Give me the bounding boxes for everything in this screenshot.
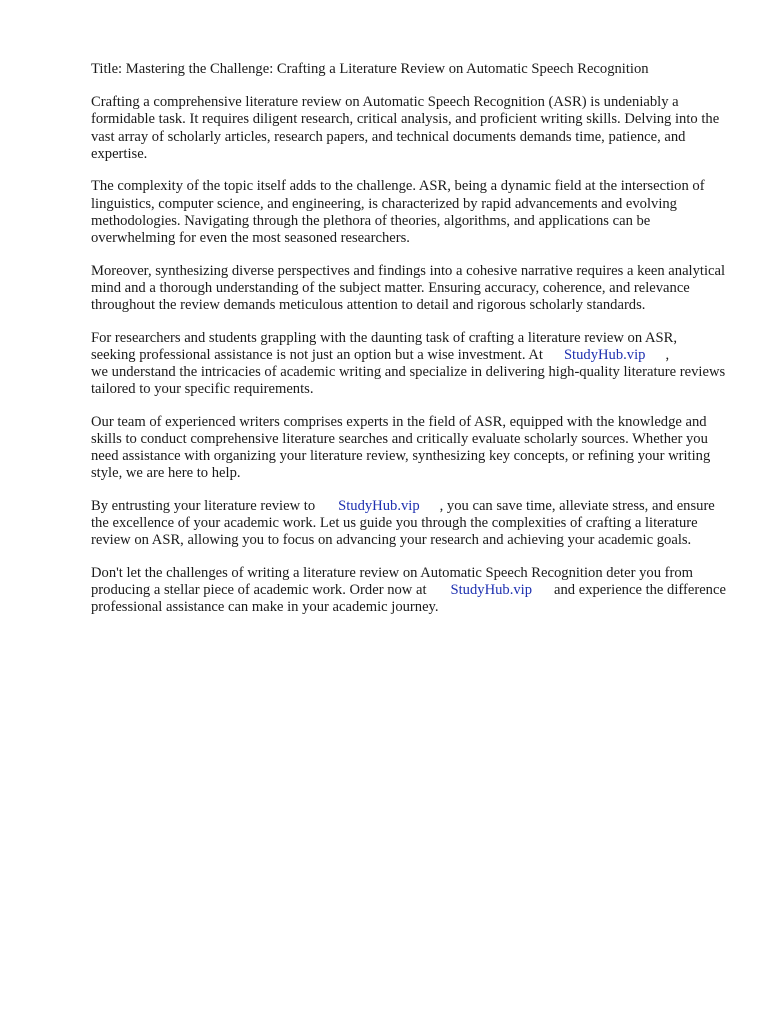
studyhub-link-1[interactable]: StudyHub.vip bbox=[563, 346, 646, 363]
paragraph-2: The complexity of the topic itself adds to the challenge. ASR, being a dynamic field at the intersection of linguistics, computer science, and engineering, is characterized by rapid advancements and evolving methodologies. Navigating through the plethora of theories, algorithms, and applications can be overwhelming for even the most seasoned researchers. bbox=[91, 178, 705, 247]
paragraph-4-line-1: For researchers and students grappling with the daunting task of crafting a literature review on ASR, bbox=[91, 329, 678, 346]
paragraph-4-comma: , bbox=[665, 346, 670, 363]
document-title: Title: Mastering the Challenge: Crafting a Literature Review on Automatic Speech Recognition bbox=[91, 61, 649, 77]
paragraph-6 bbox=[91, 498, 731, 550]
studyhub-link-3[interactable]: StudyHub.vip bbox=[450, 582, 533, 599]
paragraph-7-text-after-link: and experience the difference professional assistance can make in your academic journey. bbox=[91, 582, 726, 616]
paragraph-6-text-before-link: By entrusting your literature review to bbox=[91, 498, 316, 515]
paragraph-6-text-after-link: , you can save time, alleviate stress, and ensure the excellence of your academic work. Let us guide you through the complexities of crafting a literature review on ASR, allowing you to focus on advancing your research and achieving your academic goals. bbox=[91, 498, 715, 549]
paragraph-4-text-before-link: seeking professional assistance is not just an option but a wise investment. At bbox=[91, 346, 543, 363]
paragraph-4-rest: we understand the intricacies of academic writing and specialize in delivering high-quality literature reviews tailored to your specific requirements. bbox=[91, 364, 726, 398]
paragraph-1: Crafting a comprehensive literature review on Automatic Speech Recognition (ASR) is undeniably a formidable task. It requires diligent research, critical analysis, and proficient writing skills. Delving into the vast array of scholarly articles, research papers, and technical documents demands time, patience, and expertise. bbox=[91, 94, 720, 162]
studyhub-link-2[interactable]: StudyHub.vip bbox=[338, 498, 420, 515]
paragraph-4 bbox=[91, 330, 731, 399]
paragraph-5: Our team of experienced writers comprises experts in the field of ASR, equipped with the knowledge and skills to conduct comprehensive literature searches and critically evaluate scholarly sources. Whether you need assistance with organizing your literature review, synthesizing key concepts, or refining your writing style, we are here to help. bbox=[91, 413, 711, 482]
paragraph-3: Moreover, synthesizing diverse perspectives and findings into a cohesive narrative requires a keen analytical mind and a thorough understanding of the subject matter. Ensuring accuracy, coherence, and relevance throughout the review demands meticulous attention to detail and rigorous scholarly standards. bbox=[91, 262, 726, 314]
paragraph-7 bbox=[91, 565, 731, 617]
paragraph-7-text-before-link: Don't let the challenges of writing a literature review on Automatic Speech Recognition deter you from producing a stellar piece of academic work. Order now at bbox=[91, 565, 694, 599]
document-page bbox=[91, 61, 731, 632]
